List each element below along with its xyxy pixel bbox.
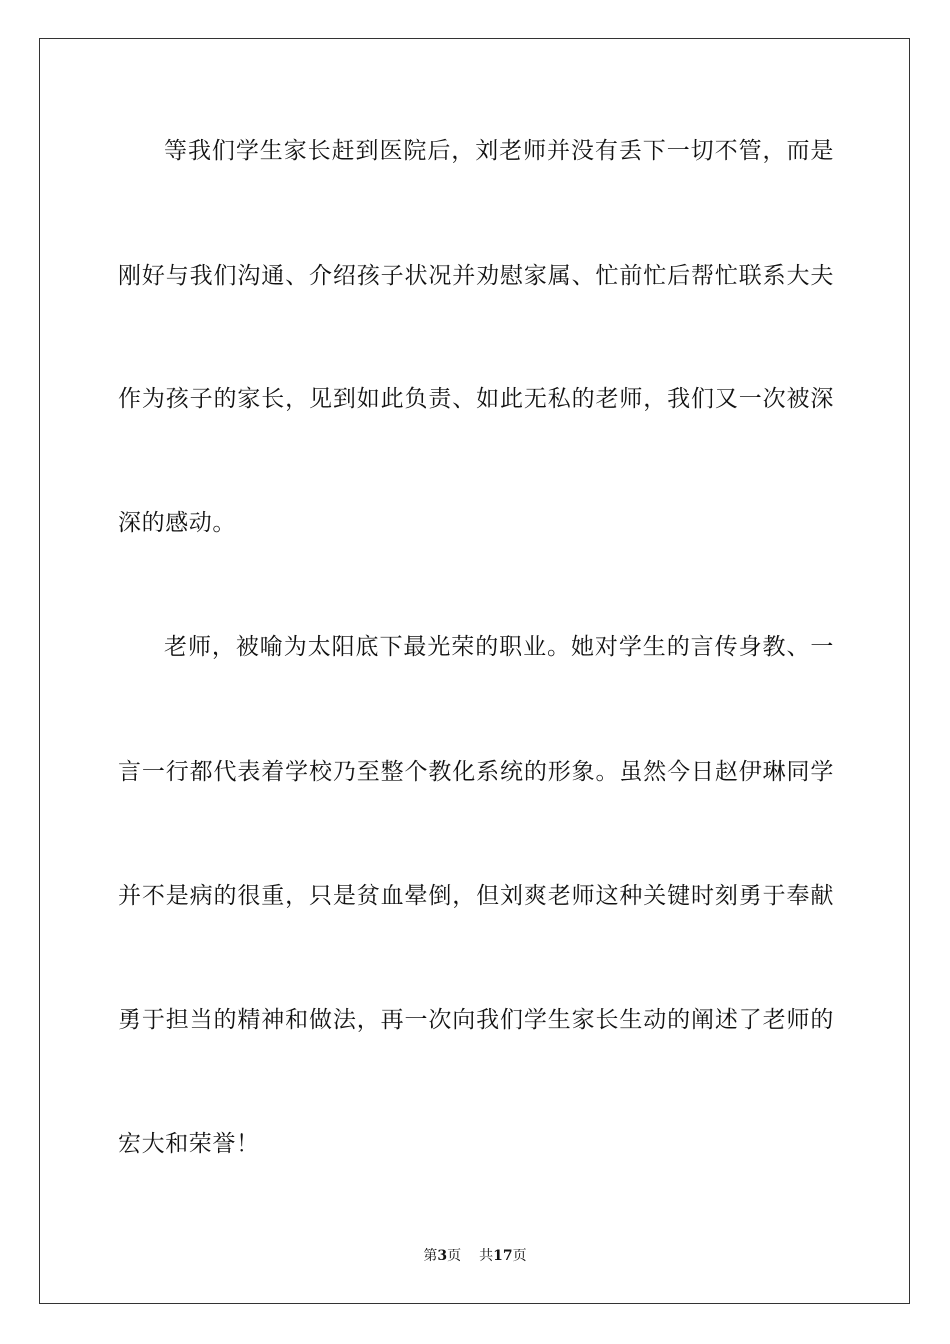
text-line-9: 宏大和荣誉！ <box>118 1131 260 1157</box>
text-line-3: 作为孩子的家长，见到如此负责、如此无私的老师，我们又一次被深 <box>118 386 834 412</box>
page-frame <box>39 38 910 1304</box>
text-line-7: 并不是病的很重，只是贫血晕倒，但刘爽老师这种关键时刻勇于奉献 <box>118 883 834 909</box>
footer-page-prefix: 第 <box>423 1248 438 1264</box>
page-footer <box>0 1247 950 1265</box>
text-line-1: 等我们学生家长赶到医院后，刘老师并没有丢下一切不管，而是 <box>164 138 834 164</box>
footer-total-prefix: 共 <box>479 1248 494 1264</box>
text-line-5: 老师，被喻为太阳底下最光荣的职业。她对学生的言传身教、一 <box>164 634 834 660</box>
text-line-6: 言一行都代表着学校乃至整个教化系统的形象。虽然今日赵伊琳同学 <box>118 759 834 785</box>
footer-page-number: 3 <box>437 1248 448 1264</box>
text-line-4: 深的感动。 <box>118 510 236 536</box>
text-line-2: 刚好与我们沟通、介绍孩子状况并劝慰家属、忙前忙后帮忙联系大夫 <box>118 263 834 289</box>
footer-page-suffix: 页 <box>447 1248 462 1264</box>
footer-total-suffix: 页 <box>512 1248 527 1264</box>
footer-total-pages: 17 <box>493 1248 513 1264</box>
text-line-8: 勇于担当的精神和做法，再一次向我们学生家长生动的阐述了老师的 <box>118 1007 834 1033</box>
